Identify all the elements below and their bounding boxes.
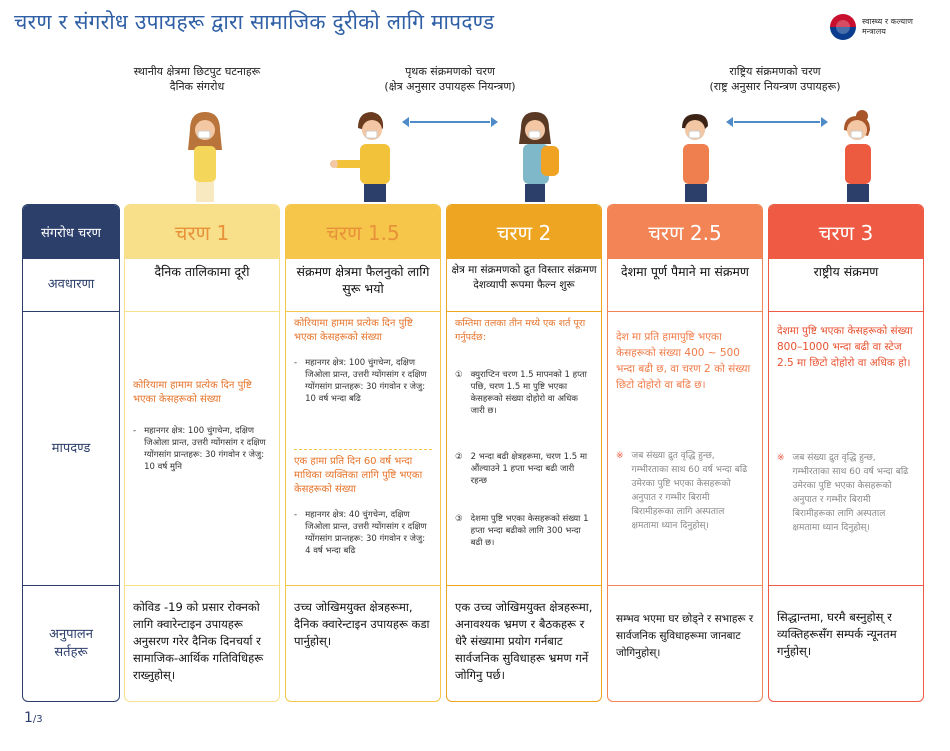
stage-column-2-5 [607,204,763,702]
stage-criteria-2 [447,313,601,585]
stage-concept-1-5: संक्रमण क्षेत्रमा फैलनुको लागि सुरू भयो [296,264,430,296]
note-mark-icon: ※ [777,453,785,463]
row-label-concept: अवधारणा [47,277,95,292]
criteria-lead: देश मा प्रति हामापुष्टि भएका केसहरूको संख्या 400 ~ 500 भन्दा बढी छ, वा चरण 2 को संख्या छिटो दोहोरो वा बढि छ। [616,331,751,391]
divider [125,585,279,586]
criteria-lead: कोरियामा हामाम प्रत्येक दिन पुष्टि भएका केसहरूको संख्या [294,318,413,343]
stage-header-2-5: चरण 2.5 [608,205,762,259]
person-stage3-icon [832,110,882,202]
stage-column-2 [446,204,602,702]
stage-column-3 [768,204,924,702]
double-arrow-icon [734,121,820,123]
stage-compliance-1-5: उच्च जोखिमयुक्त क्षेत्रहरूमा, दैनिक क्वारेन्टाइन उपायहरू कडा पार्नुहोस्। [294,600,430,648]
number-3-icon: ③ [455,514,463,524]
stage-header-2: चरण 2 [447,205,601,259]
stage-concept-2: क्षेत्र मा संक्रमणको द्रुत विस्तार संक्रमण देशव्यापी रूपमा फैल्न शुरू [451,264,597,291]
caption-regional: पृथक संक्रमणको चरण (क्षेत्र अनुसार उपायहरू नियन्त्रण) [384,65,516,93]
divider [23,585,119,586]
double-arrow-icon [410,121,490,123]
criteria-lead: कोरियामा हामाम प्रत्येक दिन पुष्टि भएका केसहरूको संख्या [133,380,252,405]
note-mark-icon: ※ [616,451,624,461]
stage-compliance-2-5: सम्भव भएमा घर छोड्ने र सभाहरू र सार्वजनिक सुविधाहरूमा जानबाट जोगिनुहोस्। [616,613,754,659]
stage-column-1 [124,204,280,702]
ministry-logo [830,14,913,40]
ministry-emblem-icon [830,14,856,40]
divider [608,585,762,586]
divider [447,311,601,312]
stage-compliance-1: कोविड -19 को प्रसार रोक्नको लागि क्वारेन्टाइन उपायहरू अनुसरण गरेर दैनिक दिनचर्या र सामाजिक-आर्थिक गतिविधिहरू राख्नुहोस्। [133,600,264,682]
criteria-note: ※ जब संख्या द्रुत वृद्धि हुन्छ, गम्भीरताका साथ 60 वर्ष भन्दा बढि उमेरका पुष्टि भएका केसहरूको अनुपात र गम्भीर बिरामी बिरामीहरूका लागि अस्पताल क्षमतामा ध्यान दिनुहोस्। [777,453,909,533]
criteria-item-2: ② 2 भन्दा बढी क्षेत्रहरूमा, चरण 1.5 मा औंल्याउने 1 हप्ता भन्दा बढी जारी रहन्छ [455,452,588,486]
divider [769,311,923,312]
criteria-detail: - महानगर क्षेत्र: 40 चुंगचेन्ग, दक्षिण जिओला प्रान्त, उत्तरी ग्योंगसांग र दक्षिण ग्योंगसांग प्रान्तहरू: 30 गंगवोन र जेजु: 4 वर्ष भन्दा बढि [294,510,427,556]
stage-criteria-2-5 [608,313,762,585]
divider [23,311,119,312]
stage-header-3: चरण 3 [769,205,923,259]
stage-concept-3: राष्ट्रीय संक्रमण [813,264,879,279]
stage-column-1-5 [285,204,441,702]
divider [286,585,440,586]
divider [125,311,279,312]
stage-concept-1: दैनिक तालिकामा दूरी [154,264,250,279]
person-stage25-icon [670,110,720,202]
criteria-detail: - महानगर क्षेत्र: 100 चुंगचेन्ग, दक्षिण जिओला प्रान्त, उत्तरी ग्योंगसांग र दक्षिण ग्योंगसांग प्रान्तहरू: 30 गंगवोन र जेजु: 10 वर्ष भन्दा बढि [294,358,427,404]
page-title: चरण र संगरोध उपायहरू द्वारा सामाजिक दुरीको लागि मापदण्ड [14,10,495,34]
criteria-lead: देशमा पुष्टि भएका केसहरूको संख्या 800–1000 भन्दा बढी वा स्टेज 2.5 मा छिटो दोहोरो वा अधिक हो। [777,325,913,369]
stage-criteria-1 [125,313,279,585]
person-stage1-icon [180,110,230,202]
ministry-name: स्वास्थ्य र कल्याण मन्त्रालय [862,17,913,36]
number-2-icon: ② [455,452,463,462]
stage-criteria-3 [769,313,923,585]
criteria-note: ※ जब संख्या द्रुत वृद्धि हुन्छ, गम्भीरताका साथ 60 वर्ष भन्दा बढि उमेरका पुष्टि भएका केसहरूको अनुपात र गम्भीर बिरामी बिरामीहरूका लागि अस्पताल क्षमतामा ध्यान दिनुहोस्। [616,451,748,531]
dashed-divider [294,449,432,451]
row-label-header: संगरोध चरण [23,205,119,259]
row-label-compliance: अनुपालन सर्तहरू [49,627,93,660]
divider [447,585,601,586]
stage-header-1: चरण 1 [125,205,279,259]
stage-compliance-2: एक उच्च जोखिमयुक्त क्षेत्रहरूमा, अनावश्यक भ्रमण र बैठकहरू र धेरै संख्यामा प्रयोग गर्नबाट सार्वजनिक सुविधाहरू भ्रमण गर्ने जोगिनु पर्छ। [455,600,593,682]
divider [286,311,440,312]
stage-concept-2-5: देशमा पूर्ण पैमाने मा संक्रमण [621,264,749,279]
row-label-criteria: मापदण्ड [51,441,91,456]
person-stage15-icon [330,110,400,202]
criteria-item-1: ① क्युराप्टिन चरण 1.5 मापनको 1 हप्ता पछि, चरण 1.5 मा पुष्टि भएका केसहरूको संख्या दोहोरो वा अधिक जारी छ। [455,370,587,416]
criteria-item-3: ③ देशमा पुष्टि भएका केसहरूको संख्या 1 हप्ता भन्दा बढीको लागि 300 भन्दा बढी छ। [455,514,589,548]
stage-header-1-5: चरण 1.5 [286,205,440,259]
criteria-lead: कम्तिमा तलका तीन मध्ये एक शर्त पूरा गर्नुपर्दछ: [455,318,586,343]
row-label-column [22,204,120,702]
divider [769,585,923,586]
stage-criteria-1-5 [286,313,440,585]
number-1-icon: ① [455,370,463,380]
stage-compliance-3: सिद्धान्तमा, घरमै बस्नुहोस् र व्यक्तिहरूसँग सम्पर्क न्यूनतम गर्नुहोस्। [777,610,897,658]
caption-local: स्थानीय क्षेत्रमा छिटपुट घटनाहरू दैनिक संगरोध [133,65,261,93]
divider [608,311,762,312]
criteria-detail: - महानगर क्षेत्र: 100 चुंगचेन्ग, दक्षिण जिओला प्रान्त, उत्तरी ग्योंगसांग र दक्षिण ग्योंगसांग प्रान्तहरू: 30 गंगवोन र जेजु: 10 वर्ष मुनि [133,426,266,472]
criteria-lead: एक हामा प्रति दिन 60 वर्ष भन्दा माथिका व्यक्तिका लागि पुष्टि भएका केसहरूको संख्या [294,456,423,495]
caption-national: राष्ट्रिय संक्रमणको चरण (राष्ट्र अनुसार नियन्त्रण उपायहरू) [709,65,841,93]
page-number: 1/3 [24,710,43,726]
person-stage2-icon [505,110,565,202]
